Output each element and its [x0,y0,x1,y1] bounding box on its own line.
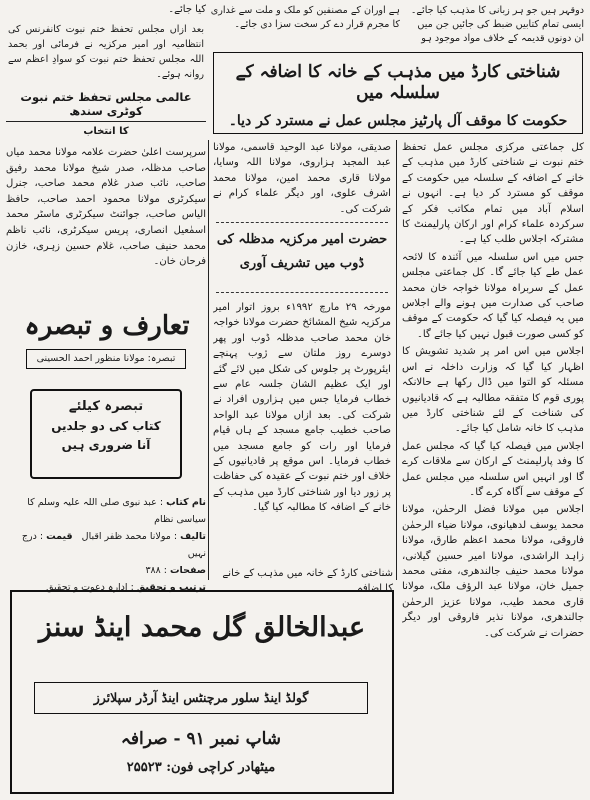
right-column-p4: اجلاس میں فیصلہ کیا گیا کہ مجلس عمل کا وفد پارلیمنٹ کے ارکان سے ملاقات کرے گا اور انہیں اس سلسلہ میں مجلس عمل کے موقف سے آگاہ کرے گا۔ [402,440,584,498]
ad-box [10,590,394,794]
amir-section-title-line2: ڈوب میں تشریف آوری [239,256,365,271]
amir-section-intro: صدیقی، مولانا عبد الوحید قاسمی، مولانا عبد المجید ہزاروی، مولانا اللہ وسایا، مولانا قاری محمد امین، مولانا محمد اشرف علوی، اور دیگر علماء کرام نے شرکت کی۔ [213,142,391,215]
headline-line2: حکومت کا موقف آل پارٹیز مجلس عمل نے مسترد کر دیا۔ [228,113,568,129]
right-column-p5: اجلاس میں مولانا فضل الرحمٰن، مولانا محمد یوسف لدھیانوی، مولانا ضیاء الرحمٰن فاروقی، مولانا محمد اعظم طارق، مولانا زاہد الراشدی، مولانا امیر حسین گیلانی، مولانا محمد حنیف جالندھری، مفتی محمد جمیل خان، مولانا عبد الرؤف ملک، مولانا قاری محمد طیب، مولانا عزیز الرحمٰن جالندھری، مولانا نذیر فاروقی اور دیگر حضرات نے شرکت کی۔ [402,504,584,639]
amir-section-divider-bottom [216,292,388,293]
ad-city-phone: میٹھادر کراچی فون: ۲۵۵۲۳ [126,760,276,775]
sindh-section-body: سرپرست اعلیٰ حضرت علامہ مولانا محمد میاں صاحب مدظلہ، صدر شیخ مولانا محمد رفیق صاحب، نائب صدر غلام محمد صاحب، جنرل سیکرٹری مولانا محمود احمد صاحب، حافظ الیاس صاحب، جوائنٹ سیکرٹری ماسٹر محمد اسمٰعیل انصاری، پریس سیکرٹری، نائب ناظم محمد حنیف صاحب، غلام حسین زہری، خازن فرحان خان۔ [6,147,206,268]
book-details [6,494,206,596]
ad-subtitle: گولڈ اینڈ سلور مرچنٹس اینڈ آرڈر سپلائرز [93,690,309,705]
amir-section-divider-top [216,222,388,223]
column-rule-right [396,140,397,580]
right-column-p3: اجلاس میں اس امر پر شدید تشویش کا اظہار کیا گیا کہ وزارت داخلہ نے اس مسئلہ کو التوا میں ڈال رکھا ہے حالانکہ پوری قوم کا متفقہ مطالبہ ہے کہ قادیانیوں کی شناخت کے لئے شناختی کارڈ میں مذہب کا خانہ شامل کیا جائے۔ [402,346,584,435]
right-column-article [402,140,584,795]
ad-subtitle-box [34,682,368,714]
right-column-p1: کل جماعتی مرکزی مجلس عمل تحفظ ختم نبوت نے شناختی کارڈ میں مذہب کے خانے کے اضافہ کے سلسلہ میں حکومت کے موقف کو مسترد کر دیا ہے۔ انہوں نے اسلام آباد میں تمام مکاتب فکر کے سرکردہ علماء کرام اور ارکان پارلیمنٹ کا مشترکہ اجلاس طلب کیا ہے۔ [402,142,584,246]
taaruf-byline: تبصرہ: مولانا منظور احمد الحسینی [36,353,176,364]
sindh-section [6,90,206,270]
top-strip-left-2: بعد ازاں مجلس تحفظ ختم نبوت کانفرنس کی انتظامیہ اور امیر مرکزیہ نے فرمائی اور بحمد اللہ مجلس تحفظ ختم نبوت کو سوادِ اعظم سے روانہ ہوئے۔ [8,24,204,80]
ad-title: عبدالخالق گل محمد اینڈ سنز [38,612,366,643]
taaruf-title: تعارف و تبصرہ [24,311,190,341]
book-row-name: نام کتاب : عبد نبوی صلی اللہ علیہ وسلم کا سیاسی نظام [27,497,206,525]
amir-section-body: مورخہ ۲۹ مارچ ۱۹۹۲ء بروز اتوار امیر مرکزیہ شیخ المشائخ حضرت مولانا خواجہ خان محمد صاحب مدظلہ ڈوب اور پھر دوسرے روز ملتان سے ژوب پہنچے ایئرپورٹ پر جلوس کی شکل میں لائے گئے اور ایک عظیم الشان جلسہ عام سے خطاب فرمایا جس میں ہزاروں افراد نے شرکت کی۔ بعد ازاں مولانا عبد الواحد صاحب خطیب جامع مسجد کے ہاں قیام فرمایا اور رات کو جامع مسجد میں خطاب فرمایا۔ اس موقع پر قادیانیوں کے خلاف اور ختم نبوت کے عقیدہ کی حفاظت پر زور دیا اور شناختی کارڈ میں مذہب کے خانے کے اضافہ کا مطالبہ کیا گیا۔ [213,302,391,514]
top-strip-left-1: کیا جائے۔ [168,4,206,15]
book-row-arrangement: ترتیب و تحقیق : ادارہ دعوت و تحقیق [46,582,206,593]
review-note-line3: آنا ضروری ہیں [61,438,151,452]
top-strip-middle: ہے اوران کے مصنفین کو ملک و ملت سے غداری کا مجرم قرار دے کر سخت سزا دی جائے۔ [210,5,400,30]
ad-address: شاپ نمبر ۹۱ - صرافہ [120,729,282,749]
headline-box [213,52,583,134]
review-note-line1: تبصرہ کیلئے [68,399,144,414]
amir-section-title-line1: حضرت امیر مرکزیہ مدظلہ کی [216,232,388,247]
book-row-author: تالیف : مولانا محمد ظفر اقبال قیمت : درج نہیں [21,531,206,559]
headline-line1: شناختی کارڈ میں مذہب کے خانہ کا اضافہ کے سلسلہ میں [235,62,561,103]
sindh-section-title: عالمی مجلس تحفظ ختم نبوت کوٹری سندھ [6,90,206,122]
taaruf-byline-box [26,349,186,369]
book-row-pages: صفحات : ۳۸۸ [145,565,206,576]
top-strip-right: دوقہر ہیں جو ہر زبانی کا مذہب کیا جائے۔ ایسی تمام کتابیں ضبط کی جائیں جن میں ان دونوں قدیمہ کے خلاف مواد موجود ہو [410,5,584,44]
sindh-section-subtitle: کا انتخاب [83,126,129,137]
review-note-box [30,389,182,479]
column-rule-left [208,140,209,580]
review-note-line2: کتاب کی دو جلدیں [51,419,161,433]
closing-line: شناختی کارڈ کے خانہ میں مذہب کے خانے کا اضافہ [222,568,393,594]
right-column-p2: جس میں اس سلسلہ میں آئندہ کا لائحہ عمل طے کیا جائے گا۔ کل جماعتی مجلس عمل کے سربراہ مولانا خواجہ خان محمد صاحب کی صدارت میں ہونے والے اجلاس میں یہ فیصلہ کیا گیا کہ حکومت کے موقف کو کسی صورت قبول نہیں کیا جائے گا۔ [402,251,584,340]
